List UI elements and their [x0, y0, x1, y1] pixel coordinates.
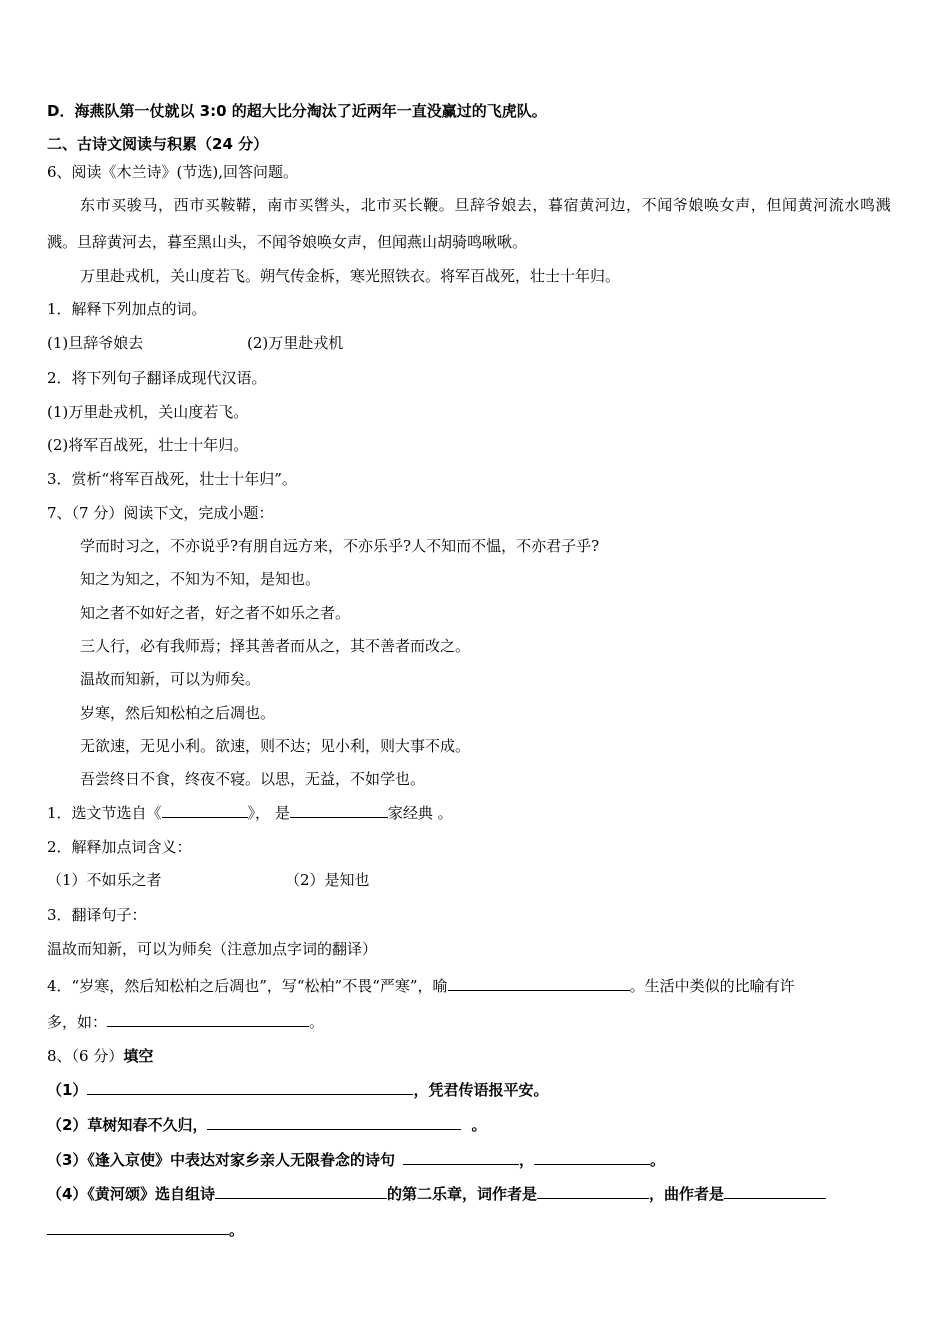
answer-blank-examples[interactable] [107, 1012, 309, 1027]
question-7-4-middle: 。生活中类似的比喻有许 [629, 977, 795, 995]
question-7-2-item-2: （2）是知也 [285, 871, 370, 889]
question-6-2: 2．将下列句子翻译成现代汉语。 [47, 369, 267, 387]
question-7-1-middle: 》， 是 [247, 804, 290, 822]
poem-paragraph-1-line-2: 溅。旦辞黄河去，暮至黑山头，不闻爷娘唤女声，但闻燕山胡骑鸣啾啾。 [47, 233, 528, 251]
question-8-4-composer-label: ，曲作者是 [648, 1185, 724, 1203]
question-6-2-item-2: (2)将军百战死，壮士十年归。 [47, 436, 249, 454]
lunyu-line-3: 知之者不如好之者，好之者不如乐之者。 [80, 604, 351, 622]
question-7-title: 7、（7 分）阅读下文，完成小题： [47, 504, 274, 522]
question-8-1-text: ，凭君传语报平安。 [413, 1081, 549, 1099]
lunyu-line-4: 三人行，必有我师焉；择其善者而从之，其不善者而改之。 [80, 637, 471, 655]
answer-blank-8-4-composer-a[interactable] [724, 1184, 826, 1199]
question-8-3-text: （3）《逢入京使》中表达对家乡亲人无限眷念的诗句 [47, 1151, 395, 1169]
question-7-3: 3．翻译句子： [47, 906, 147, 924]
question-8-4-prefix: （4）《黄河颂》选自组诗 [47, 1185, 215, 1203]
question-8-2-text: （2）草树知春不久归， [47, 1116, 208, 1134]
question-7-1-suffix: 家经典 。 [387, 804, 453, 822]
question-8-2-end: 。 [471, 1116, 487, 1134]
poem-paragraph-1-line-1: 东市买骏马，西市买鞍鞯，南市买辔头，北市买长鞭。旦辞爷娘去，暮宿黄河边，不闻爷娘唤女声，但闻黄河流水鸣溅 [80, 196, 892, 214]
question-6-3: 3．赏析“将军百战死，壮士十年归”。 [47, 470, 297, 488]
question-8-3-end: 。 [649, 1151, 665, 1169]
answer-blank-8-1[interactable] [87, 1080, 413, 1095]
lunyu-line-6: 岁寒，然后知松柏之后凋也。 [80, 704, 276, 722]
answer-blank-8-3-b[interactable] [534, 1150, 650, 1165]
question-6-1-item-1: (1)旦辞爷娘去 [47, 334, 144, 352]
answer-blank-8-2[interactable] [207, 1115, 461, 1130]
question-7-3-sentence: 温故而知新，可以为师矣（注意加点字词的翻译） [47, 940, 378, 958]
question-7-4-line-1 [47, 976, 795, 996]
answer-blank-school[interactable] [290, 803, 388, 818]
question-6-1-item-2: (2)万里赴戎机 [247, 334, 344, 352]
question-6-1: 1．解释下列加点的词。 [47, 300, 207, 318]
question-7-4-end: 。 [309, 1013, 325, 1031]
question-8-4-end: 。 [229, 1221, 245, 1239]
question-7-1 [47, 803, 453, 823]
question-8-label: 填空 [123, 1047, 154, 1065]
question-8-4-lyricist-label: 的第二乐章，词作者是 [386, 1185, 537, 1203]
question-8-4-line-1 [47, 1184, 826, 1204]
question-8-1 [47, 1080, 548, 1100]
question-7-4-prefix: 4．“岁寒，然后知松柏之后凋也”，写“松柏”不畏“严寒”，喻 [47, 977, 448, 995]
section-2-title: 二、古诗文阅读与积累（24 分） [47, 135, 269, 153]
question-6-2-item-1: (1)万里赴戎机，关山度若飞。 [47, 403, 249, 421]
question-8-title [47, 1046, 153, 1066]
lunyu-line-2: 知之为知之，不知为不知，是知也。 [80, 570, 321, 588]
question-7-4-line-2 [47, 1012, 324, 1032]
answer-blank-8-4-lyricist[interactable] [537, 1184, 649, 1199]
question-7-2: 2．解释加点词含义： [47, 838, 192, 856]
answer-blank-book[interactable] [162, 803, 248, 818]
question-8-3-comma: ， [518, 1151, 534, 1169]
answer-blank-metaphor[interactable] [448, 976, 630, 991]
lunyu-line-1: 学而时习之，不亦说乎?有朋自远方来，不亦乐乎?人不知而不愠，不亦君子乎? [80, 537, 600, 555]
answer-blank-8-4-suite[interactable] [215, 1184, 387, 1199]
lunyu-line-8: 吾尝终日不食，终夜不寝。以思，无益，不如学也。 [80, 770, 426, 788]
answer-blank-8-3-a[interactable] [403, 1150, 519, 1165]
poem-paragraph-2: 万里赴戎机，关山度若飞。朔气传金柝，寒光照铁衣。将军百战死，壮士十年归。 [80, 267, 621, 285]
option-d: D．海燕队第一仗就以 3:0 的超大比分淘汰了近两年一直没赢过的飞虎队。 [47, 102, 547, 120]
question-8-1-number: （1） [47, 1081, 88, 1099]
question-6-title: 6、阅读《木兰诗》(节选),回答问题。 [47, 163, 299, 181]
question-7-4-example-label: 多，如： [47, 1013, 108, 1031]
question-8-3 [47, 1150, 665, 1170]
question-7-2-item-1: （1）不如乐之者 [47, 871, 162, 889]
question-8-score: 8、（6 分） [47, 1047, 124, 1065]
lunyu-line-7: 无欲速，无见小利。欲速，则不达；见小利，则大事不成。 [80, 737, 471, 755]
question-8-2 [47, 1115, 486, 1135]
question-8-4-line-2 [47, 1220, 244, 1240]
answer-blank-8-4-composer-b[interactable] [47, 1220, 229, 1235]
question-7-1-prefix: 1．选文节选自《 [47, 804, 162, 822]
lunyu-line-5: 温故而知新，可以为师矣。 [80, 670, 261, 688]
